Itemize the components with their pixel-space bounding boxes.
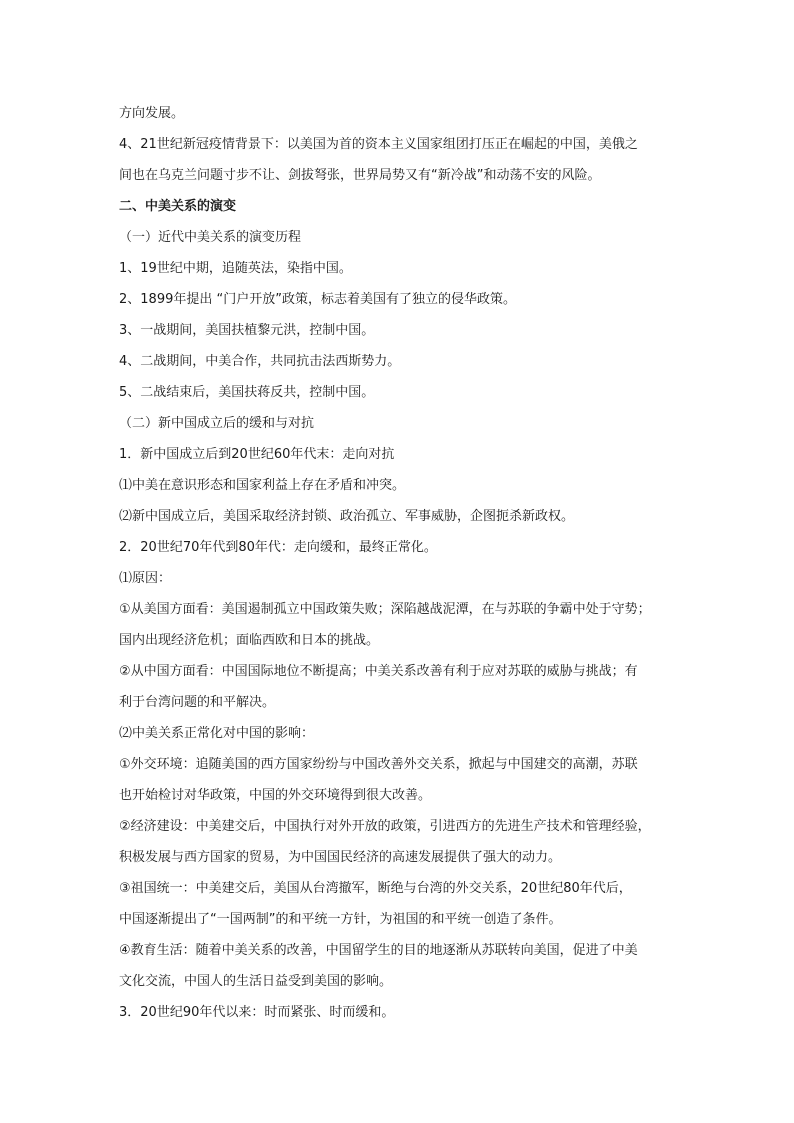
text-line: ⑵中美关系正常化对中国的影响：: [119, 726, 315, 741]
text-line: 国内出现经济危机；面临西欧和日本的挑战。: [119, 633, 380, 648]
text-line: 3．20世纪90年代以来：时而紧张、时而缓和。: [119, 1005, 395, 1020]
text-line: 间也在乌克兰问题寸步不让、剑拔弩张，世界局势又有“新冷战”和动荡不安的风险。: [119, 168, 601, 183]
text-line: ③祖国统一：中美建交后，美国从台湾撤军，断绝与台湾的外交关系，20世纪80年代后，: [119, 881, 632, 896]
text-line: 4、21世纪新冠疫情背景下：以美国为首的资本主义国家组团打压正在崛起的中国，美俄之: [119, 137, 638, 152]
section-heading: 二、中美关系的演变: [119, 199, 237, 214]
text-line: （二）新中国成立后的缓和与对抗: [119, 416, 315, 431]
text-line: 2．20世纪70年代到80年代：走向缓和，最终正常化。: [119, 540, 437, 555]
text-line: 也开始检讨对华政策，中国的外交环境得到很大改善。: [119, 788, 432, 803]
text-line: ⑴原因：: [119, 571, 172, 586]
document-body: [119, 98, 679, 1028]
text-line: ②从中国方面看：中国国际地位不断提高；中美关系改善有利于应对苏联的威胁与挑战；有: [119, 664, 638, 679]
text-line: 方向发展。: [119, 106, 185, 121]
text-line: ②经济建设：中美建交后，中国执行对外开放的政策，引进西方的先进生产技术和管理经验，: [119, 819, 651, 834]
text-line: ①外交环境：追随美国的西方国家纷纷与中国改善外交关系，掀起与中国建交的高潮，苏联: [119, 757, 638, 772]
text-line: ④教育生活：随着中美关系的改善，中国留学生的目的地逐渐从苏联转向美国，促进了中美: [119, 943, 638, 958]
text-line: ⑴中美在意识形态和国家利益上存在矛盾和冲突。: [119, 478, 406, 493]
text-line: 2、1899年提出 “门户开放”政策，标志着美国有了独立的侵华政策。: [119, 292, 516, 307]
text-line: 1、19世纪中期，追随英法，染指中国。: [119, 261, 352, 276]
text-line: 积极发展与西方国家的贸易，为中国国民经济的高速发展提供了强大的动力。: [119, 850, 562, 865]
text-line: 1．新中国成立后到20世纪60年代末：走向对抗: [119, 447, 395, 462]
text-line: 文化交流，中国人的生活日益受到美国的影响。: [119, 974, 393, 989]
text-line: （一）近代中美关系的演变历程: [119, 230, 302, 245]
text-line: ⑵新中国成立后，美国采取经济封锁、政治孤立、军事威胁，企图扼杀新政权。: [119, 509, 575, 524]
text-line: ①从美国方面看：美国遏制孤立中国政策失败；深陷越战泥潭，在与苏联的争霸中处于守势；: [119, 602, 651, 617]
text-line: 3、一战期间，美国扶植黎元洪，控制中国。: [119, 323, 375, 338]
text-line: 4、二战期间，中美合作，共同抗击法西斯势力。: [119, 354, 401, 369]
text-line: 利于台湾问题的和平解决。: [119, 695, 276, 710]
text-line: 5、二战结束后，美国扶蒋反共，控制中国。: [119, 385, 375, 400]
text-line: 中国逐渐提出了“一国两制”的和平统一方针，为祖国的和平统一创造了条件。: [119, 912, 562, 927]
